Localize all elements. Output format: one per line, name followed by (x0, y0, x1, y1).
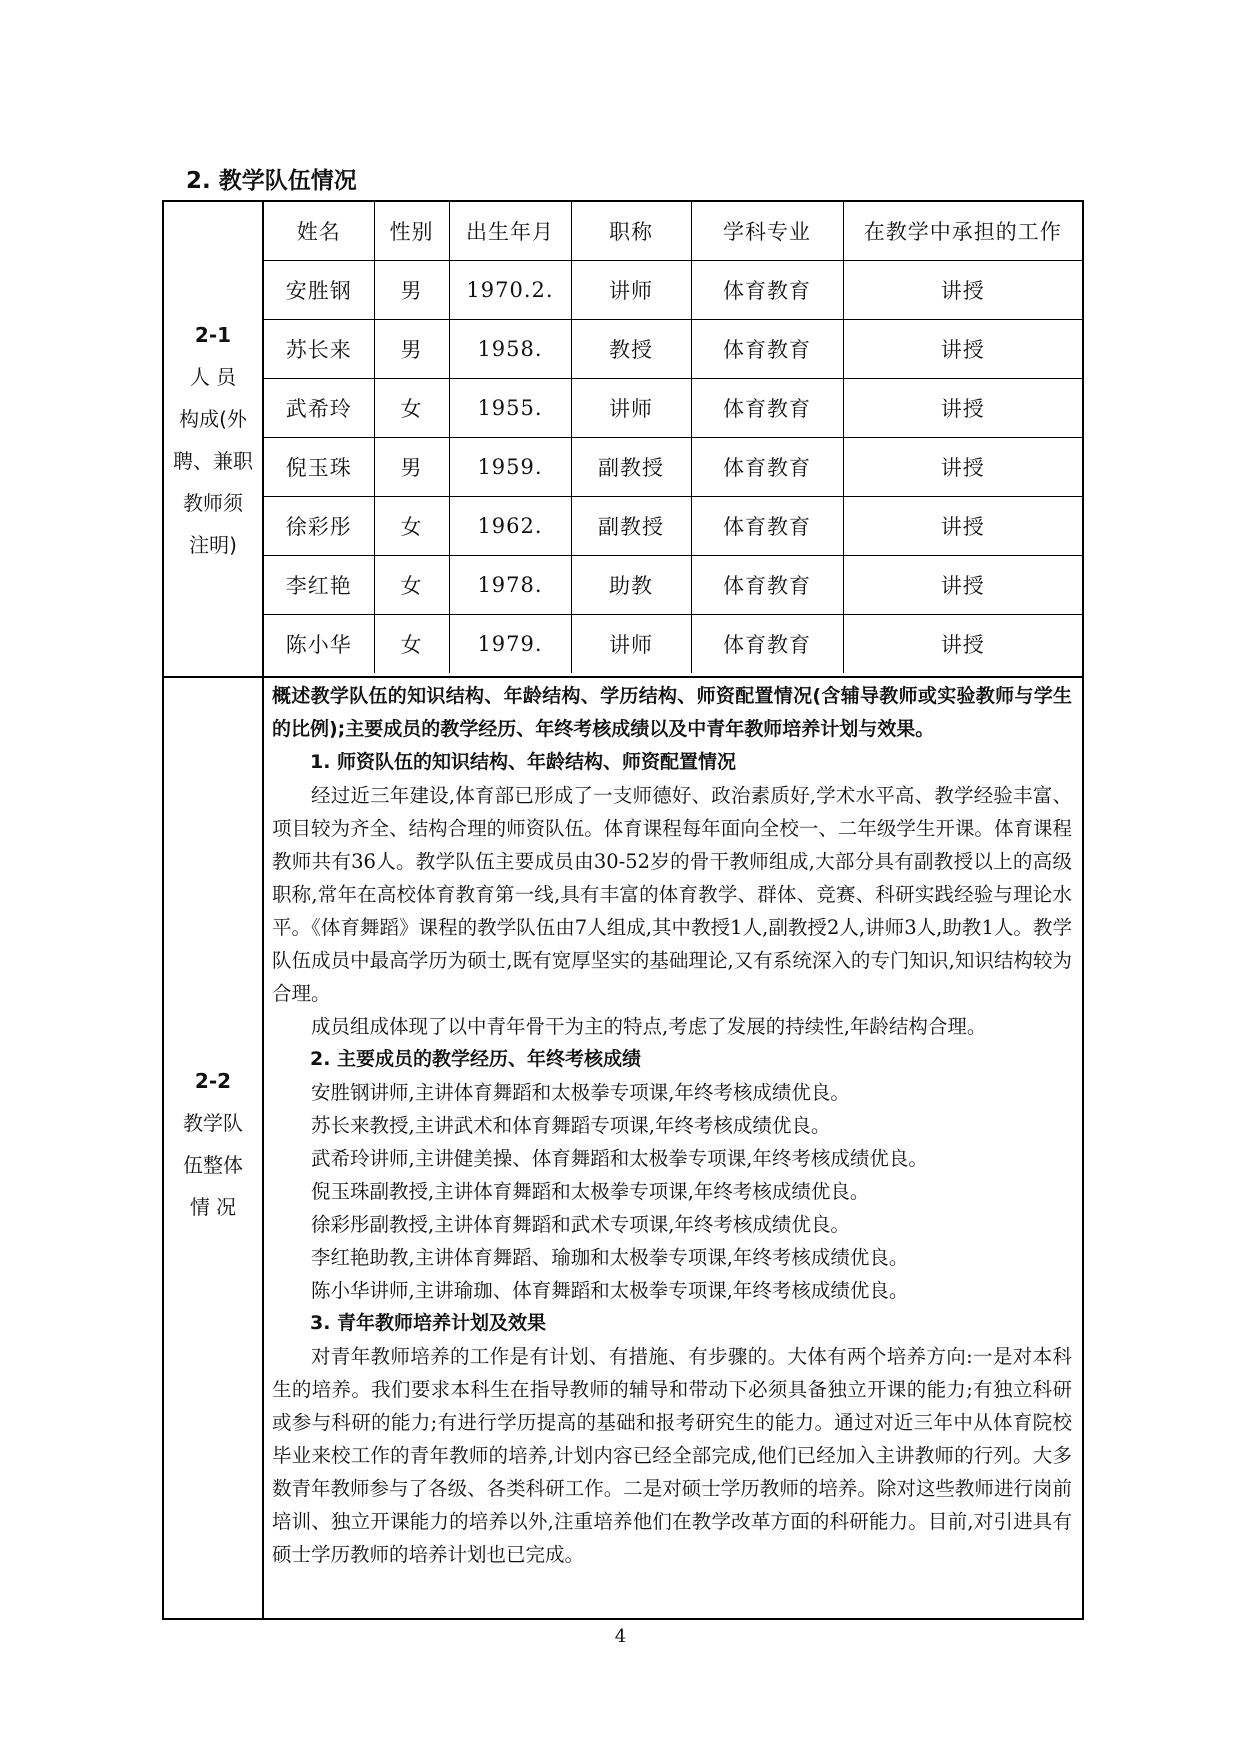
table-cell: 体育教育 (691, 261, 843, 320)
table-row (264, 497, 1082, 556)
table-row (264, 556, 1082, 615)
table-cell: 苏长来 (264, 320, 374, 379)
section-heading: 2. 教学队伍情况 (186, 168, 357, 194)
section-2-1-label (164, 314, 262, 566)
label-line: 聘、兼职 (173, 449, 253, 473)
label-line: 注明) (189, 533, 237, 557)
table-cell: 讲师 (571, 379, 691, 438)
paragraph: 对青年教师培养的工作是有计划、有措施、有步骤的。大体有两个培养方向:一是对本科生的培养。我们要求本科生在指导教师的辅导和带动下必须具备独立开课的能力;有独立科研或参与科研的能力;有进行学历提高的基础和报考研究生的能力。通过对近三年中从体育院校毕业来校工作的青年教师的培养,计划内容已经全部完成,他们已经加入主讲教师的行列。大多数青年教师参与了各级、各类科研工作。二是对硕士学历教师的培养。除对这些教师进行岗前培训、独立开课能力的培养以外,注重培养他们在教学改革方面的科研能力。目前,对引进具有硕士学历教师的培养计划也已完成。 (272, 1345, 1072, 1566)
section-code: 2-1 (194, 323, 232, 347)
table-cell: 体育教育 (691, 320, 843, 379)
label-line: 伍整体 (183, 1153, 243, 1177)
member-list (272, 1076, 1072, 1307)
table-cell: 讲授 (843, 556, 1082, 615)
section-code: 2-2 (194, 1069, 232, 1093)
table-cell: 讲授 (843, 497, 1082, 556)
table-cell: 女 (374, 615, 449, 674)
column-header: 姓名 (264, 202, 374, 261)
table-cell: 1978. (449, 556, 571, 615)
table-cell: 讲师 (571, 615, 691, 674)
table-cell: 女 (374, 379, 449, 438)
label-line: 构成(外 (179, 407, 247, 431)
table-cell: 助教 (571, 556, 691, 615)
table-cell: 安胜钢 (264, 261, 374, 320)
paragraph: 经过近三年建设,体育部已形成了一支师德好、政治素质好,学术水平高、教学经验丰富、项目较为齐全、结构合理的师资队伍。体育课程每年面向全校一、二年级学生开课。体育课程教师共有36人。教学队伍主要成员由30-52岁的骨干教师组成,大部分具有副教授以上的高级职称,常年在高校体育教育第一线,具有丰富的体育教学、群体、竞赛、科研实践经验与理论水平。《体育舞蹈》课程的教学队伍由7人组成,其中教授1人,副教授2人,讲师3人,助教1人。教学队伍成员中最高学历为硕士,既有宽厚坚实的基础理论,又有系统深入的专门知识,知识结构较为合理。 (272, 784, 1072, 1005)
table-cell: 1958. (449, 320, 571, 379)
table-cell: 教授 (571, 320, 691, 379)
table-row (264, 379, 1082, 438)
overview-intro: 概述教学队伍的知识结构、年龄结构、学历结构、师资配置情况(含辅导教师或实验教师与学生的比例);主要成员的教学经历、年终考核成绩以及中青年教师培养计划与效果。 (272, 685, 1072, 740)
table-cell: 倪玉珠 (264, 438, 374, 497)
table-cell: 1970.2. (449, 261, 571, 320)
table-row (264, 438, 1082, 497)
table-cell: 李红艳 (264, 556, 374, 615)
table-cell: 1979. (449, 615, 571, 674)
label-line: 教师须 (183, 491, 243, 515)
table-cell: 副教授 (571, 497, 691, 556)
subheading: 2. 主要成员的教学经历、年终考核成绩 (310, 1048, 642, 1070)
table-row (264, 320, 1082, 379)
table-cell: 体育教育 (691, 556, 843, 615)
label-line: 教学队 (183, 1111, 243, 1135)
table-cell: 女 (374, 556, 449, 615)
table-cell: 讲师 (571, 261, 691, 320)
table-row (264, 261, 1082, 320)
table-cell: 体育教育 (691, 615, 843, 674)
table-cell: 男 (374, 438, 449, 497)
table-cell: 徐彩彤 (264, 497, 374, 556)
table-cell: 讲授 (843, 261, 1082, 320)
table-cell: 1955. (449, 379, 571, 438)
table-cell: 体育教育 (691, 438, 843, 497)
table-cell: 讲授 (843, 438, 1082, 497)
overview-text (272, 680, 1072, 1571)
table-cell: 女 (374, 497, 449, 556)
staff-table (264, 202, 1082, 673)
table-cell: 1962. (449, 497, 571, 556)
table-cell: 讲授 (843, 615, 1082, 674)
table-cell: 1959. (449, 438, 571, 497)
table-cell: 体育教育 (691, 497, 843, 556)
table-row (264, 615, 1082, 674)
paragraph: 成员组成体现了以中青年骨干为主的特点,考虑了发展的持续性,年龄结构合理。 (311, 1015, 987, 1038)
team-table (162, 200, 1084, 1620)
table-header-row (264, 202, 1082, 261)
list-item: 徐彩彤副教授,主讲体育舞蹈和武术专项课,年终考核成绩优良。 (311, 1213, 850, 1236)
list-item: 倪玉珠副教授,主讲体育舞蹈和太极拳专项课,年终考核成绩优良。 (311, 1180, 870, 1203)
label-line: 人 员 (189, 365, 237, 389)
list-item: 李红艳助教,主讲体育舞蹈、瑜珈和太极拳专项课,年终考核成绩优良。 (311, 1246, 909, 1269)
list-item: 武希玲讲师,主讲健美操、体育舞蹈和太极拳专项课,年终考核成绩优良。 (311, 1147, 928, 1170)
row-divider (164, 676, 1082, 678)
table-cell: 陈小华 (264, 615, 374, 674)
page-number: 4 (614, 1626, 627, 1647)
column-header: 学科专业 (691, 202, 843, 261)
list-item: 苏长来教授,主讲武术和体育舞蹈专项课,年终考核成绩优良。 (311, 1114, 831, 1137)
table-cell: 男 (374, 261, 449, 320)
table-cell: 体育教育 (691, 379, 843, 438)
column-header: 职称 (571, 202, 691, 261)
table-cell: 副教授 (571, 438, 691, 497)
column-header: 在教学中承担的工作 (843, 202, 1082, 261)
column-header: 性别 (374, 202, 449, 261)
subheading: 3. 青年教师培养计划及效果 (310, 1312, 547, 1334)
column-header: 出生年月 (449, 202, 571, 261)
table-cell: 讲授 (843, 320, 1082, 379)
list-item: 安胜钢讲师,主讲体育舞蹈和太极拳专项课,年终考核成绩优良。 (311, 1081, 850, 1104)
section-2-2-label (164, 1060, 262, 1228)
label-line: 情 况 (189, 1195, 237, 1219)
subheading: 1. 师资队伍的知识结构、年龄结构、师资配置情况 (310, 751, 737, 773)
table-cell: 武希玲 (264, 379, 374, 438)
table-cell: 男 (374, 320, 449, 379)
list-item: 陈小华讲师,主讲瑜珈、体育舞蹈和太极拳专项课,年终考核成绩优良。 (311, 1279, 909, 1302)
table-cell: 讲授 (843, 379, 1082, 438)
